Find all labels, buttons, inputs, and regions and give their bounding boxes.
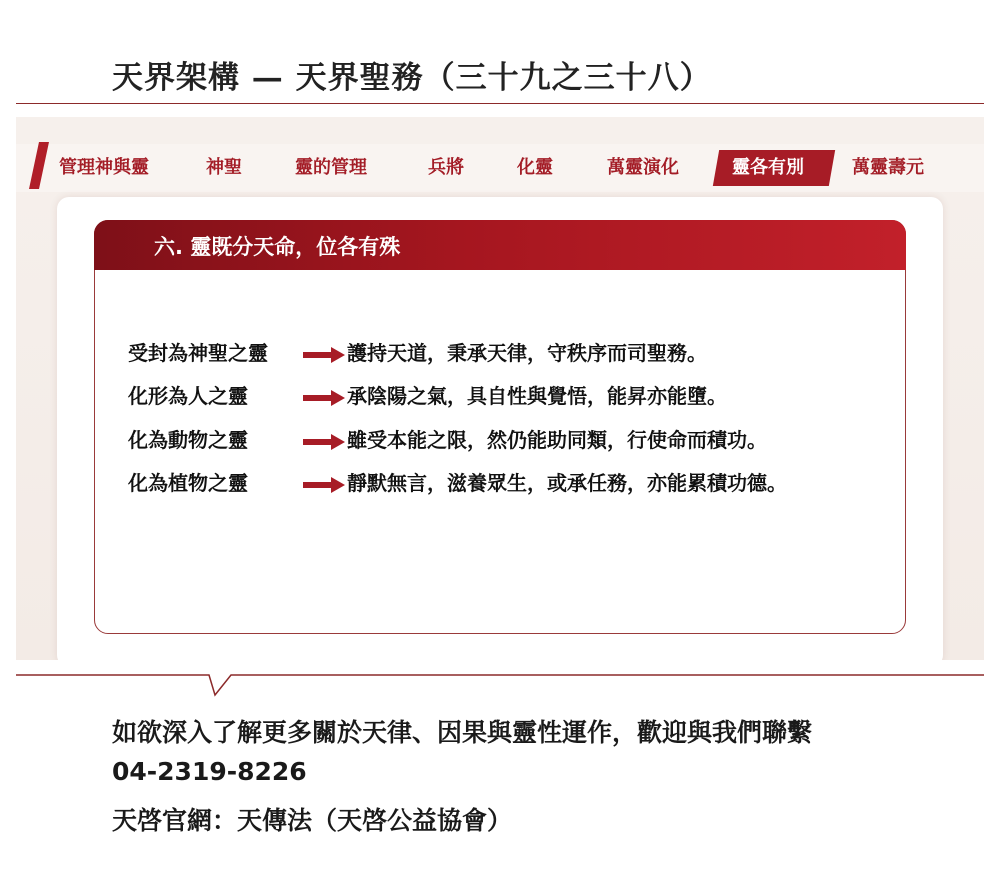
list-item xyxy=(16,467,984,501)
section-heading: 六. 靈既分天命，位各有殊 xyxy=(154,235,401,259)
right-arrow-icon xyxy=(303,347,345,363)
row-label: 化為植物之靈 xyxy=(128,471,248,495)
tab-spirit-management[interactable]: 靈的管理 xyxy=(295,157,367,178)
slide xyxy=(16,117,984,660)
callout-divider xyxy=(16,674,984,698)
row-label: 化形為人之靈 xyxy=(128,384,248,408)
row-description: 承陰陽之氣，具自性與覺悟，能昇亦能墮。 xyxy=(347,384,727,408)
contact-invitation: 如欲深入了解更多關於天律、因果與靈性運作，歡迎與我們聯繫 xyxy=(112,718,813,747)
contact-phone[interactable]: 04-2319-8226 xyxy=(112,757,307,786)
row-label: 受封為神聖之靈 xyxy=(128,341,268,365)
tab-transform-spirit[interactable]: 化靈 xyxy=(517,157,553,178)
list-item xyxy=(16,424,984,458)
official-website[interactable]: 天啓官網：天傳法（天啓公益協會） xyxy=(112,806,513,835)
tab-divine[interactable]: 神聖 xyxy=(206,157,242,178)
row-description: 雖受本能之限，然仍能助同類，行使命而積功。 xyxy=(347,428,767,452)
page-title: 天界架構 — 天界聖務（三十九之三十八） xyxy=(112,60,712,96)
row-description: 靜默無言，滋養眾生，或承任務，亦能累積功德。 xyxy=(347,471,787,495)
row-description: 護持天道，秉承天律，守秩序而司聖務。 xyxy=(347,341,707,365)
tab-manage-gods-spirits[interactable]: 管理神與靈 xyxy=(59,157,149,178)
tab-soldiers-generals[interactable]: 兵將 xyxy=(428,157,464,178)
title-divider xyxy=(16,103,984,104)
right-arrow-icon xyxy=(303,434,345,450)
tab-bar xyxy=(16,144,984,192)
row-label: 化為動物之靈 xyxy=(128,428,248,452)
list-item xyxy=(16,380,984,414)
right-arrow-icon xyxy=(303,477,345,493)
list-item xyxy=(16,337,984,371)
tab-spirits-differ[interactable]: 靈各有別 xyxy=(732,157,804,178)
right-arrow-icon xyxy=(303,390,345,406)
tab-spirit-lifespan[interactable]: 萬靈壽元 xyxy=(852,157,924,178)
tab-spirit-evolution[interactable]: 萬靈演化 xyxy=(607,157,679,178)
